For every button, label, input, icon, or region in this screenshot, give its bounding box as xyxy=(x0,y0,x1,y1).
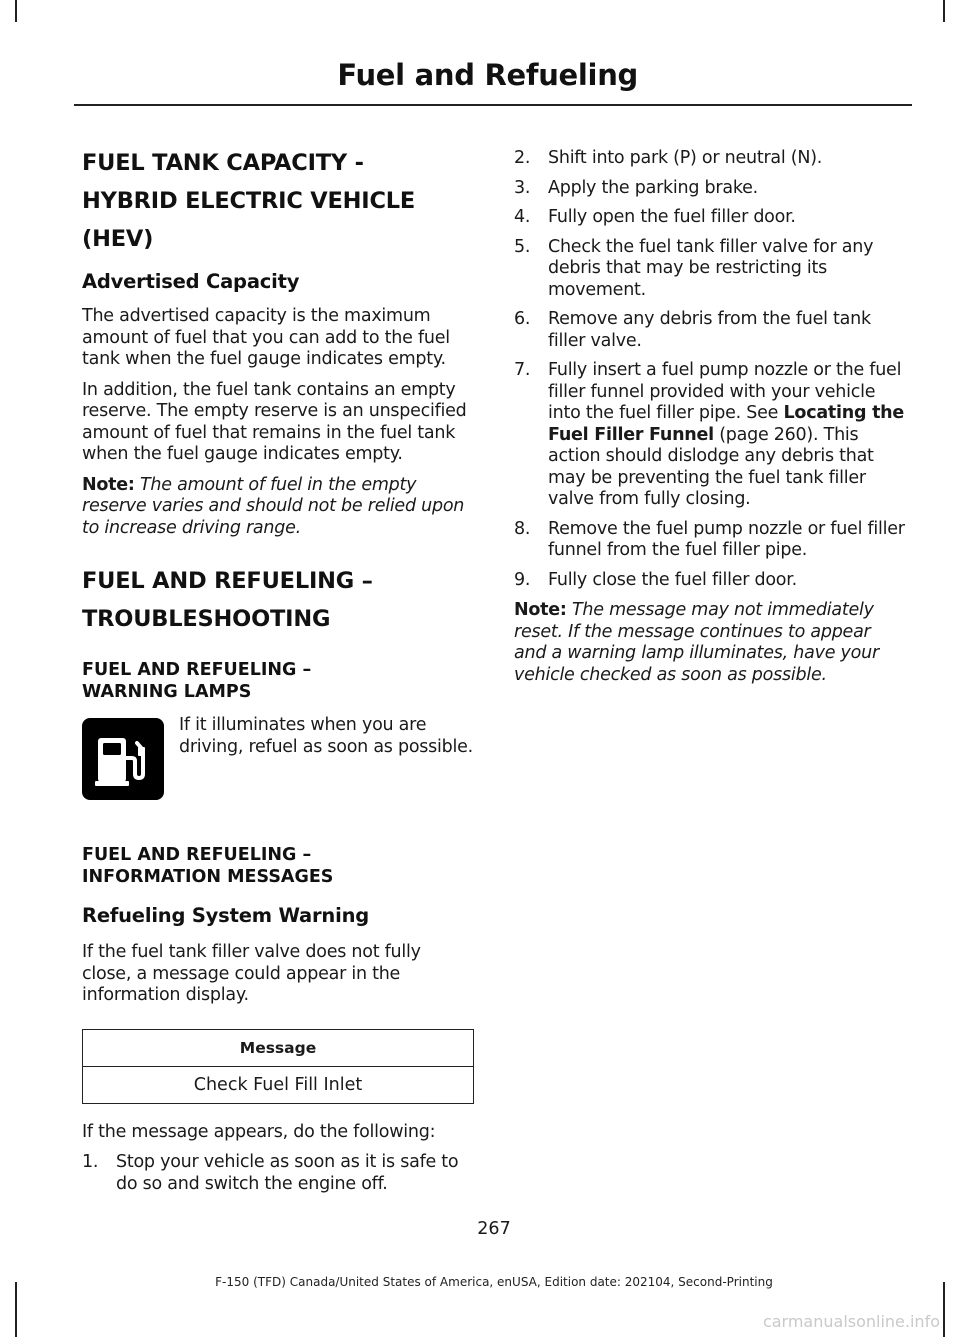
note-label: Note: xyxy=(82,474,135,495)
step-number: 3. xyxy=(514,177,531,198)
header-divider xyxy=(74,104,912,106)
step-text: Fully close the fuel filler door. xyxy=(548,569,797,590)
left-column xyxy=(82,140,474,1195)
information-messages-heading: FUEL AND REFUELING – INFORMATION MESSAGES xyxy=(82,845,334,887)
step-text: Apply the parking brake. xyxy=(548,177,758,198)
step-text: Remove any debris from the fuel tank filler valve. xyxy=(548,309,871,351)
right-column xyxy=(514,140,906,686)
list-item xyxy=(514,360,906,511)
step-text: Fully insert a fuel pump nozzle or the fuel filler funnel provided with your vehicle into the fuel filler pipe. See Locating the Fuel Filler Funnel (page 260). This action should dislodge any debris that may be preventing the fuel tank filler valve from fully closing. xyxy=(548,360,905,509)
list-item xyxy=(514,237,906,302)
page-header-title: Fuel and Refueling xyxy=(337,58,638,92)
step-number: 1. xyxy=(82,1152,99,1172)
steps-list-left xyxy=(82,1152,474,1195)
step-number: 6. xyxy=(514,309,531,329)
note-label: Note: xyxy=(514,600,567,620)
edition-footer: F-150 (TFD) Canada/United States of America, enUSA, Edition date: 202104, Second-Printing xyxy=(215,1275,773,1289)
list-item xyxy=(514,570,906,592)
message-table xyxy=(82,1029,474,1104)
note-text: The message may not immediately reset. If the message continues to appear and a warning lamp illuminates, have your vehicle checked as soon as possible. xyxy=(514,600,879,685)
advertised-capacity-paragraph-2: In addition, the fuel tank contains an empty reserve. The empty reserve is an unspecified amount of fuel that remains in the fuel tank when the fuel gauge indicates empty. xyxy=(82,379,467,464)
list-item xyxy=(514,519,906,562)
step-number: 9. xyxy=(514,569,531,590)
warning-lamps-heading: FUEL AND REFUELING – WARNING LAMPS xyxy=(82,660,312,702)
table-header-row xyxy=(83,1029,474,1066)
step-number: 5. xyxy=(514,236,531,257)
refueling-system-warning-text: If the fuel tank filler valve does not fully close, a message could appear in the information display. xyxy=(82,942,421,1005)
note-text: The amount of fuel in the empty reserve varies and should not be relied upon to increase driving range. xyxy=(82,474,465,538)
warning-lamp-row xyxy=(82,716,474,800)
table-header-message: Message xyxy=(83,1029,474,1066)
step-text: Shift into park (P) or neutral (N). xyxy=(548,148,823,168)
crop-mark-bottom-right xyxy=(943,1282,945,1337)
warning-lamp-text: If it illuminates when you are driving, refuel as soon as possible. xyxy=(179,715,473,757)
list-item xyxy=(82,1152,474,1195)
steps-list-right xyxy=(514,148,906,591)
watermark: carmanualsonline.info xyxy=(762,1312,940,1331)
note-empty-reserve xyxy=(82,475,474,540)
step-number: 8. xyxy=(514,518,531,539)
crop-mark-bottom-left xyxy=(15,1282,17,1337)
crop-mark-top-left xyxy=(15,0,17,22)
list-item xyxy=(514,309,906,352)
list-item xyxy=(514,148,906,170)
crop-mark-top-right xyxy=(943,0,945,22)
section-heading-troubleshooting: FUEL AND REFUELING – TROUBLESHOOTING xyxy=(82,568,373,632)
step-number: 7. xyxy=(514,360,531,380)
refueling-system-warning-heading: Refueling System Warning xyxy=(82,904,370,927)
step-number: 2. xyxy=(514,148,531,168)
advertised-capacity-heading: Advertised Capacity xyxy=(82,270,300,293)
page-number: 267 xyxy=(477,1219,511,1239)
table-row xyxy=(83,1066,474,1103)
step-text: Remove the fuel pump nozzle or fuel filler funnel from the fuel filler pipe. xyxy=(548,518,905,560)
table-cell-message: Check Fuel Fill Inlet xyxy=(83,1066,474,1103)
note-message-reset xyxy=(514,600,906,686)
section-heading-fuel-tank-capacity: FUEL TANK CAPACITY - HYBRID ELECTRIC VEHICLE (HEV) xyxy=(82,150,416,252)
list-item xyxy=(514,178,906,200)
fuel-pump-icon xyxy=(82,718,164,800)
step-number: 4. xyxy=(514,207,531,227)
steps-intro: If the message appears, do the following: xyxy=(82,1121,436,1142)
step-text: Stop your vehicle as soon as it is safe to do so and switch the engine off. xyxy=(116,1152,459,1194)
cross-reference-link[interactable]: Locating the Fuel Filler Funnel xyxy=(548,403,905,445)
advertised-capacity-paragraph-1: The advertised capacity is the maximum amount of fuel that you can add to the fuel tank when the fuel gauge indicates empty. xyxy=(82,306,450,369)
step-text: Check the fuel tank filler valve for any debris that may be restricting its movement. xyxy=(548,236,874,300)
step-text: Fully open the fuel filler door. xyxy=(548,207,796,227)
list-item xyxy=(514,207,906,229)
